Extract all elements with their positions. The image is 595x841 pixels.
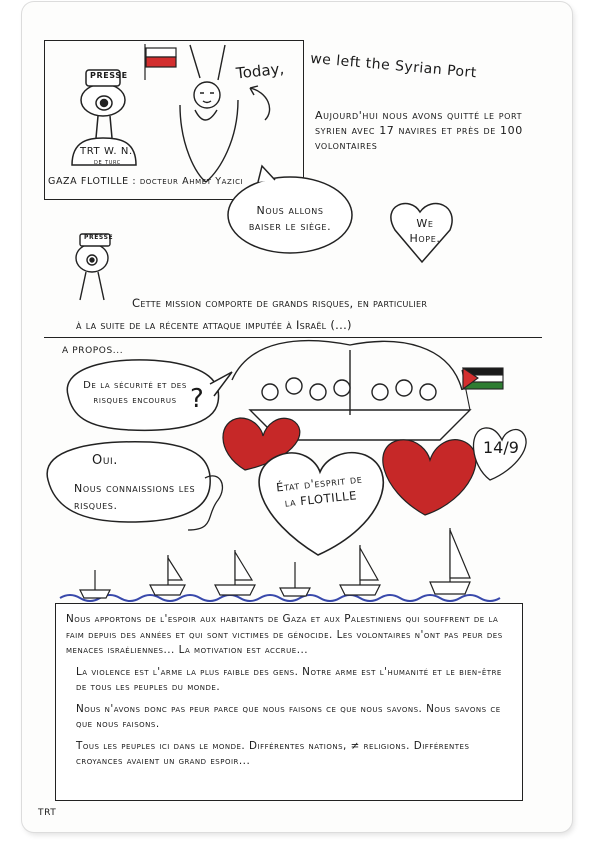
signature: TRT — [38, 808, 57, 818]
mission-line-2: à la suite de la récente attaque imputée à Israël (...) — [76, 318, 352, 332]
headline-text: we left the Syrian Port — [309, 50, 478, 82]
answer-body: Nous connaissions les risques. — [74, 482, 196, 512]
mission-line-1: Cette mission comporte de grands risques, en particulier — [132, 296, 428, 310]
presse-badge-small: PRESSE — [84, 234, 114, 241]
bottom-paragraph-3: Nous n'avons donc pas peur parce que nous faisons ce que nous savons. Nous savons ce que nous faisons. — [76, 702, 501, 730]
bottom-paragraph-4: Tous les peuples ici dans le monde. Différentes nations, ≠ religions. Différentes croyances avaient un grand espoir... — [76, 739, 470, 767]
intro-text: Aujourd'hui nous avons quitté le port syrien avec 17 navires et près de 100 volontaires — [315, 109, 523, 152]
palestinian-flag-icon — [462, 368, 503, 410]
apropos-label: A PROPOS... — [62, 346, 124, 356]
heart-text: État d'esprit de la FLOTILLE — [275, 471, 363, 510]
middle-date: 14/9 — [483, 438, 519, 457]
bottom-paragraph-1: Nous apportons de l'espoir aux habitants de Gaza et aux Palestiniens qui souffrent de la faim depuis des années et qui sont victimes de génocide. Les volontaires n'ont pas peur des menaces israéliennes... La motivation est accrue... — [66, 613, 503, 656]
question-bubble-text: De la sécurité et des risques encourus — [83, 380, 187, 406]
agency-label: TRT W. N. — [80, 146, 133, 157]
question-mark: ? — [190, 384, 204, 414]
answer-title: Oui. — [92, 453, 119, 468]
today-label: Today, — [235, 59, 285, 83]
agency-sub-label: de turc — [94, 158, 121, 166]
bottom-paragraph-2: La violence est l'arme la plus faible des gens. Notre arme est l'humanité et le bien-être de tous les peuples du monde. — [76, 665, 502, 693]
bottom-text-box — [55, 603, 523, 801]
right-red-heart-icon — [383, 440, 476, 515]
presse-badge: PRESSE — [90, 71, 128, 80]
hope-speech: We Hope. — [409, 217, 441, 245]
barrier-speech: Nous allons baiser le siège. — [248, 204, 332, 233]
sea-boats-icon — [60, 528, 500, 601]
top-panel-caption: GAZA FLOTILLE : docteur Ahmet Yazici — [48, 176, 244, 187]
boat-icon — [232, 341, 470, 440]
